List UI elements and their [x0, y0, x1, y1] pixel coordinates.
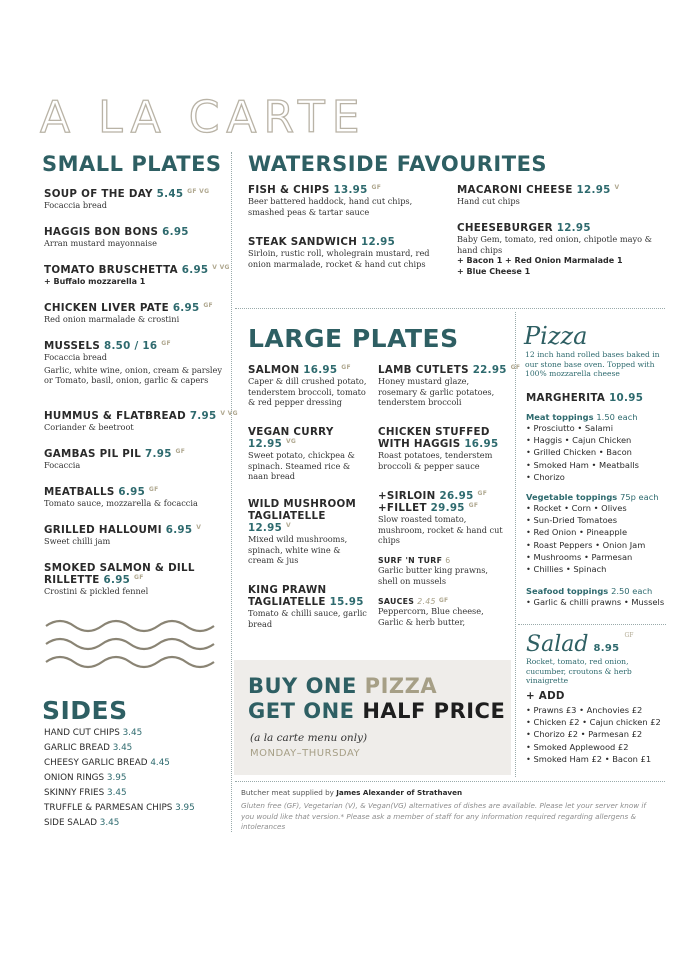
topping-line: • Chorizo £2 • Parmesan £2	[526, 729, 643, 740]
topping-line: • Chicken £2 • Cajun chicken £2	[526, 717, 661, 728]
small-plate-item: TOMATO BRUSCHETTA 6.95 $^{V VG}$ + Buffalo mozzarella 1	[44, 264, 230, 286]
small-plate-item: CHICKEN LIVER PATE 6.95 $^{GF}$ Red onion marmalade & crostini	[44, 302, 213, 324]
topping-line: • Rocket • Corn • Olives	[526, 503, 627, 513]
topping-line: • Smoked Applewood £2	[526, 741, 629, 752]
side-item: ONION RINGS 3.95	[44, 773, 127, 783]
menu-item-steak-sandwich: STEAK SANDWICH 12.95 Sirloin, rustic roll, wholegrain mustard, red onion marmalade, rocket & hand cut chips	[248, 236, 430, 269]
footer-butcher: Butcher meat supplied by James Alexander of Strathaven	[241, 788, 463, 797]
pizza-meat-toppings: Meat toppings 1.50 each • Prosciutto • Salami • Haggis • Cajun Chicken • Grilled Chicken • Bacon • Smoked Ham • Meatballs • Chorizo	[526, 412, 666, 483]
salad-addons	[526, 704, 661, 765]
menu-item-chicken-haggis: CHICKEN STUFFED WITH HAGGIS 16.95 Roast potatoes, tenderstem broccoli & pepper sauce	[378, 426, 499, 471]
topping-line: • Mushrooms • Parmesan	[526, 551, 633, 562]
side-item: SIDE SALAD 3.45	[44, 818, 120, 828]
small-plates-heading: SMALL PLATES	[42, 152, 222, 176]
topping-line: • Sun-Dried Tomatoes	[526, 515, 618, 526]
topping-line: • Chillies • Spinach	[526, 564, 607, 575]
pizza-heading: Pizza	[524, 322, 588, 350]
page-title: A LA CARTE	[40, 92, 367, 143]
topping-line: • Prawns £3 • Anchovies £2	[526, 705, 643, 715]
menu-item-surf-turf: SURF 'N TURF 6 Garlic butter king prawns, shell on mussels	[378, 556, 489, 586]
small-plate-item: MUSSELS 8.50 / 16 $^{GF}$ Focaccia bread Garlic, white wine, onion, cream & parsley or Tomato, basil, onion, garlic & capers	[44, 340, 222, 385]
small-plate-item: HUMMUS & FLATBREAD 7.95 $^{V VG}$ Coriander & beetroot	[44, 410, 238, 432]
small-plate-item: HAGGIS BON BONS 6.95 Arran mustard mayonnaise	[44, 226, 189, 248]
large-plates-heading: LARGE PLATES	[248, 324, 459, 353]
menu-item-cheeseburger: CHEESEBURGER 12.95 Baby Gem, tomato, red onion, chipotle mayo & hand chips + Bacon 1 + Red Onion Marmalade 1 + Blue Cheese 1	[457, 222, 652, 276]
salad-description: Rocket, tomato, red onion, cucumber, croutons & herb vinaigrette	[526, 657, 632, 685]
promo-line-2: GET ONE HALF PRICE	[248, 699, 506, 723]
promo-subtext: (a la carte menu only)	[250, 732, 368, 744]
pizza-margherita: MARGHERITA 10.95	[526, 392, 644, 404]
column-divider	[231, 152, 232, 832]
topping-line: • Roast Peppers • Onion Jam	[526, 539, 646, 550]
pizza-seafood-toppings: Seafood toppings 2.50 each • Garlic & chilli prawns • Mussels	[526, 586, 671, 608]
topping-line: • Garlic & chilli prawns • Mussels	[526, 597, 665, 607]
small-plate-item: SOUP OF THE DAY 5.45 $^{GF VG}$ Focaccia bread	[44, 188, 210, 210]
topping-line: • Prosciutto • Salami	[526, 423, 614, 433]
topping-line: • Smoked Ham £2 • Bacon £1	[526, 753, 652, 764]
promo-days: MONDAY–THURSDAY	[250, 748, 361, 759]
pizza-divider	[515, 312, 516, 777]
wave-decoration	[44, 614, 218, 676]
small-plate-item: GRILLED HALLOUMI 6.95 $^V$ Sweet chilli jam	[44, 524, 202, 546]
pizza-intro: 12 inch hand rolled bases baked in our stone base oven. Topped with 100% mozzarella cheese	[525, 350, 660, 378]
salad-divider	[518, 624, 666, 625]
footer-note: Gluten free (GF), Vegetarian (V), & Vegan(VG) alternatives of dishes are available. Please let your server know if you would like that version.* Please ask a member of staff for any information required regarding allergens & intolerances	[241, 801, 646, 831]
menu-item-vegan-curry: VEGAN CURRY 12.95 $^{VG}$ Sweet potato, chickpea & spinach. Steamed rice & naan bread	[248, 426, 355, 481]
menu-item-lamb-cutlets: LAMB CUTLETS 22.95 $^{GF}$ Honey mustard glaze, rosemary & garlic potatoes, tenderstem broccoli	[378, 364, 521, 407]
salad-add-label: + ADD	[526, 690, 565, 702]
topping-line: • Red Onion • Pineapple	[526, 527, 628, 538]
promo-line-1: BUY ONE PIZZA	[248, 674, 438, 698]
topping-line: • Chorizo	[526, 471, 565, 482]
sides-list	[44, 726, 195, 831]
menu-item-sauces: SAUCES 2.45 $^{GF}$ Peppercorn, Blue cheese, Garlic & herb butter,	[378, 597, 484, 627]
small-plate-item: SMOKED SALMON & DILL RILLETTE 6.95 $^{GF}$ Crostini & pickled fennel	[44, 562, 195, 596]
sides-heading: SIDES	[42, 696, 128, 725]
topping-line: • Haggis • Cajun Chicken	[526, 435, 632, 446]
waterside-heading: WATERSIDE FAVOURITES	[248, 152, 548, 176]
side-item: GARLIC BREAD 3.45	[44, 743, 133, 753]
footer-divider	[235, 781, 665, 782]
small-plate-item: MEATBALLS 6.95 $^{GF}$ Tomato sauce, mozzarella & focaccia	[44, 486, 198, 508]
menu-item-king-prawn: KING PRAWN TAGLIATELLE 15.95 Tomato & chilli sauce, garlic bread	[248, 584, 367, 629]
topping-line: • Grilled Chicken • Bacon	[526, 447, 632, 458]
promo-box	[234, 660, 511, 775]
menu-item-macaroni-cheese: MACARONI CHEESE 12.95 $^V$ Hand cut chips	[457, 184, 620, 206]
side-item: SKINNY FRIES 3.45	[44, 788, 127, 798]
menu-item-salmon: SALMON 16.95 $^{GF}$ Caper & dill crushed potato, tenderstem broccoli, tomato & red pepper dressing	[248, 364, 367, 407]
small-plate-item: GAMBAS PIL PIL 7.95 $^{GF}$ Focaccia	[44, 448, 186, 470]
side-item: CHEESY GARLIC BREAD 4.45	[44, 758, 170, 768]
salad-heading: Salad 8.95 $^{GF}$	[526, 632, 634, 657]
menu-item-steak: +SIRLOIN 26.95 $^{GF}$ +FILLET 29.95 $^{GF}$ Slow roasted tomato, mushroom, rocket & hand cut chips	[378, 490, 503, 545]
menu-item-wild-mushroom: WILD MUSHROOM TAGLIATELLE 12.95 $^V$ Mixed wild mushrooms, spinach, white wine & cream & jus	[248, 498, 357, 565]
pizza-veg-toppings: Vegetable toppings 75p each • Rocket • Corn • Olives • Sun-Dried Tomatoes • Red Onion • Pineapple • Roast Peppers • Onion Jam • Mushrooms • Parmesan • Chillies • Spinach	[526, 492, 666, 575]
menu-item-fish-chips: FISH & CHIPS 13.95 $^{GF}$ Beer battered haddock, hand cut chips, smashed peas & tartar sauce	[248, 184, 413, 217]
side-item: HAND CUT CHIPS 3.45	[44, 728, 143, 738]
side-item: TRUFFLE & PARMESAN CHIPS 3.95	[44, 803, 195, 813]
section-divider	[235, 308, 665, 309]
topping-line: • Smoked Ham • Meatballs	[526, 459, 639, 470]
